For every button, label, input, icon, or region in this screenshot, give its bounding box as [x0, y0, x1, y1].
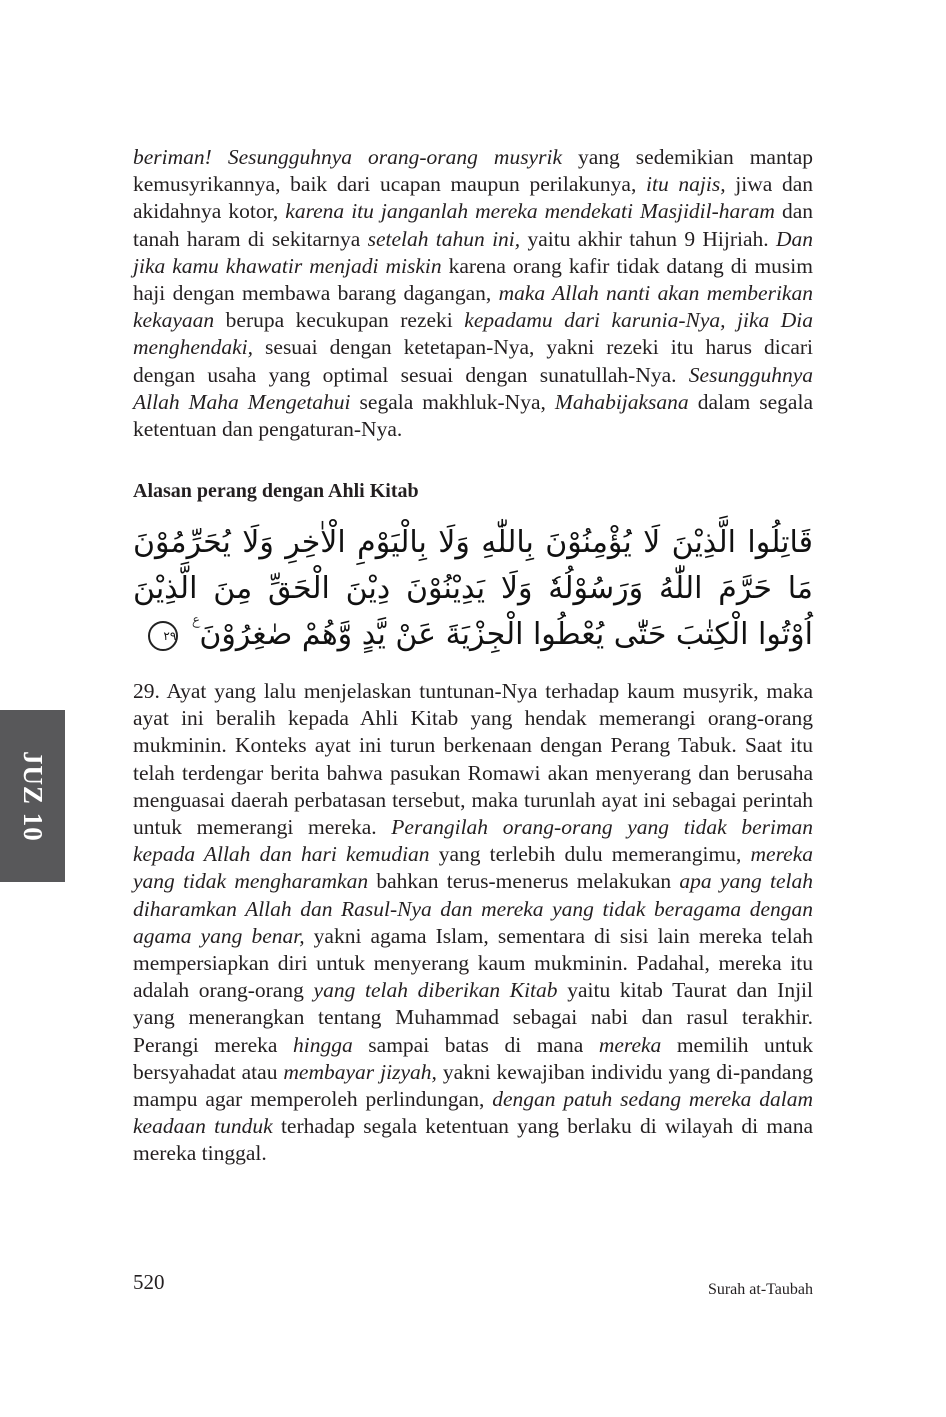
italic-quran-translation: dengan patuh sedang mereka dalam keadaan tunduk [133, 1087, 814, 1139]
italic-quran-translation: Dan jika kamu khawatir menjadi miskin [133, 226, 813, 278]
commentary-text: terhadap segala ketentuan yang berlaku di wilayah di mana mereka tinggal. [133, 1114, 813, 1166]
section-heading: Alasan perang dengan Ahli Kitab [133, 480, 419, 502]
italic-quran-translation: apa yang telah diharamkan Allah dan Rasul-Nya dan mereka yang tidak beragama dengan agama yang benar, [133, 869, 813, 948]
italic-quran-translation: itu najis, [646, 172, 726, 197]
italic-quran-translation: hingga [293, 1032, 353, 1057]
italic-quran-translation: setelah tahun ini, [367, 226, 521, 251]
commentary-text: yakni agama Islam, sementara di sisi lain mereka telah mempersiapkan diri untuk menyerang kaum mukminin. Padahal, mereka itu adalah orang-orang [133, 923, 813, 1003]
italic-quran-translation: mereka [598, 1032, 662, 1057]
page-number: 520 [133, 1270, 165, 1294]
italic-quran-translation: membayar jizyah, [283, 1059, 437, 1084]
running-title: Surah at-Taubah [707, 1281, 813, 1298]
commentary-paragraph-1 [133, 144, 813, 443]
commentary-text: yaitu akhir tahun 9 Hijriah. [520, 226, 776, 251]
italic-quran-translation: Mahabijaksana [554, 389, 689, 414]
italic-quran-translation: yang telah diberikan Kitab [313, 978, 558, 1003]
commentary-text: berupa kecukupan rezeki [214, 308, 465, 333]
juz-side-tab [0, 710, 65, 882]
italic-quran-translation: mereka yang tidak mengharamkan [133, 842, 813, 894]
commentary-text: sesuai dengan ketetapan-Nya, yakni rezeki itu harus dicari dengan usaha yang optimal sesuai dengan sunatullah-Nya. [133, 335, 813, 387]
arabic-verse [133, 520, 813, 658]
italic-quran-translation: Sesungguhnya Allah Maha Mengetahui [133, 362, 813, 414]
commentary-text: yakni kewajiban individu yang di-pandang mampu agar memperoleh perlindungan, [133, 1059, 813, 1112]
commentary-text: jiwa dan akidahnya kotor, [133, 172, 813, 224]
commentary-text: yang sedemikian mantap kemusyrikannya, baik dari ucapan maupun perilakunya, [133, 145, 813, 197]
commentary-text: segala makhluk-Nya, [350, 389, 555, 414]
italic-quran-translation: maka Allah nanti akan memberikan kekayaan [133, 281, 813, 333]
juz-label: JUZ 10 [18, 750, 48, 842]
commentary-text: bahkan terus-menerus melakukan [368, 869, 680, 894]
commentary-text: 29. Ayat yang lalu menjelaskan tuntunan-Nya terhadap kaum musyrik, maka ayat ini beralih kepada Ahli Kitab yang hendak memerangi orang-orang mukminin. Konteks ayat ini turun berkenaan dengan Perang Tabuk. Saat itu telah terdengar berita bahwa pasukan Romawi akan menyerang dan berusaha menguasai daerah perbatasan tersebut, maka turunlah ayat ini sebagai perintah untuk memerangi mereka. [133, 679, 813, 840]
italic-quran-translation: kepadamu dari karunia-Nya, jika Dia menghendaki, [133, 308, 813, 360]
commentary-text: yaitu kitab Taurat dan Injil yang menerangkan tentang Muhammad sebagai nabi dan rasul terakhir. Perangi mereka [133, 978, 814, 1057]
italic-quran-translation: beriman! Sesungguhnya orang-orang musyrik [133, 145, 562, 169]
commentary-paragraph-2 [133, 678, 813, 1168]
verse-number-ornament-icon: ٢٩ [148, 621, 178, 651]
commentary-text: dan tanah haram di sekitarnya [133, 199, 813, 251]
commentary-text: yang terlebih dulu memerangimu, [429, 842, 751, 867]
commentary-text: sampai batas di mana [352, 1032, 599, 1057]
commentary-text: memilih untuk bersyahadat atau [133, 1032, 814, 1084]
commentary-text: dalam segala ketentuan dan pengaturan-Nya. [133, 389, 813, 442]
italic-quran-translation: Perangilah orang-orang yang tidak beriman kepada Allah dan hari kemudian [133, 815, 813, 867]
italic-quran-translation: karena itu janganlah mereka mendekati Masjidil-haram [285, 199, 775, 224]
arabic-verse-text: قَاتِلُوا الَّذِيْنَ لَا يُؤْمِنُوْنَ بِاللّٰهِ وَلَا بِالْيَوْمِ الْاٰخِرِ وَلَا يُحَرِّمُوْنَ مَا حَرَّمَ اللّٰهُ وَرَسُوْلُهٗ وَلَا يَدِيْنُوْنَ دِيْنَ الْحَقِّ مِنَ الَّذِيْنَ اُوْتُوا الْكِتٰبَ حَتّٰى يُعْطُوا الْجِزْيَةَ عَنْ يَّدٍ وَّهُمْ صٰغِرُوْنَ ࣖ [133, 525, 813, 652]
commentary-text: karena orang kafir tidak datang di musim haji dengan membawa barang dagangan, [133, 253, 813, 306]
